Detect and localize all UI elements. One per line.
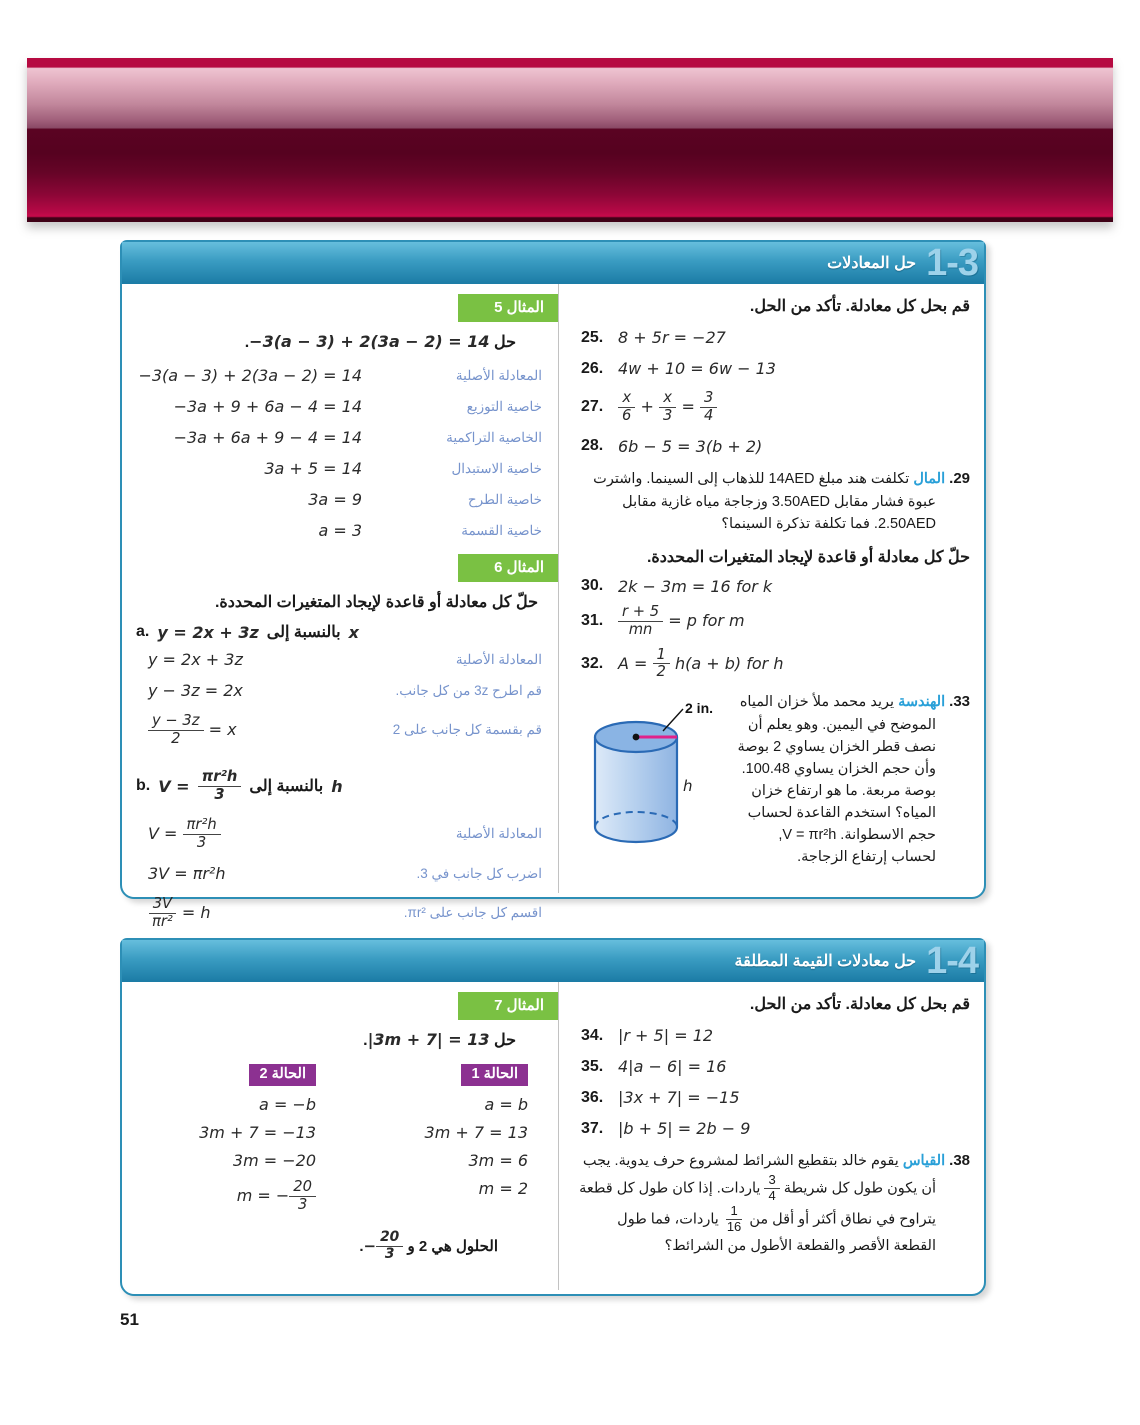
fraction-denominator: 6 (622, 406, 632, 424)
examples-column (122, 982, 559, 1290)
problem-text: ياردات. إذا كان طول كل قطعة يتراوح في نطاق أكثر أو أقل من (579, 1180, 936, 1227)
step-equation: y − 3z = 2x (148, 681, 243, 700)
section-1-3-panel (120, 240, 986, 930)
problem-number: 25. (581, 328, 604, 346)
problem-34 (581, 1026, 970, 1045)
exercises-column (561, 982, 984, 1290)
example-6-intro: حلّ كل معادلة أو قاعدة لإيجاد المتغيرات المحددة. (214, 594, 538, 611)
problem-text: تكلفت هند مبلغ 14AED للذهاب إلى السينما. واشترت عبوة فشار مقابل 3.50AED وزجاجة مياه غازية مقابل 2.50AED. فما تكلفة تذكرة السينما؟ (593, 470, 936, 532)
step-equation: −3a + 9 + 6a − 4 = 14 (173, 397, 362, 416)
fraction-numerator: πr²h (198, 769, 242, 787)
operator: + (640, 396, 654, 416)
problem-28 (581, 437, 970, 456)
problem-33 (577, 691, 970, 868)
fraction (183, 817, 221, 852)
example-5-label: المثال 5 (458, 294, 558, 322)
pointer-line (663, 709, 683, 731)
step-equation (132, 896, 384, 931)
section-1-4-header (122, 940, 984, 982)
problem-equation: |b + 5| = 2b − 9 (618, 1119, 751, 1138)
fraction-denominator: 3 (196, 833, 207, 851)
fraction-numerator: x (659, 390, 676, 408)
problem-32 (581, 647, 970, 682)
problem-equation: 8 + 5r = −27 (618, 328, 726, 347)
example-6b-heading (136, 764, 558, 808)
section-number: 1-4 (926, 940, 978, 982)
example-5-title (122, 322, 558, 352)
case-equation (148, 1179, 316, 1214)
fraction (618, 390, 635, 425)
problem-number: 36. (581, 1088, 604, 1106)
problem-equation: 6b − 5 = 3(b + 2) (618, 436, 763, 456)
example-6a-step (122, 644, 558, 675)
step-reason: اضرب كل جانب في 3. (416, 865, 542, 881)
problem-keyword: الهندسة (898, 694, 946, 711)
problem-number: 31. (581, 612, 604, 630)
example-7-title-equation: |3m + 7| = 13 (367, 1030, 490, 1049)
example-5-step (122, 484, 558, 515)
problem-equation: 4|a − 6| = 16 (618, 1057, 727, 1076)
page-number: 51 (120, 1310, 139, 1329)
cases-container (122, 1050, 558, 1214)
step-equation: 3V = πr²h (148, 864, 226, 883)
example-6b-step (122, 889, 558, 937)
problem-equation: |r + 5| = 12 (618, 1026, 714, 1045)
heading-variable: h (331, 776, 343, 796)
step-equation (132, 713, 384, 748)
step-reason: اقسم كل جانب على πr². (403, 905, 542, 920)
problem-equation (618, 647, 783, 682)
problem-27 (581, 390, 970, 425)
problem-text: يقوم خالد بتقطيع الشرائط لمشروع حرف يدوية. يجب أن يكون طول كل شريطة (582, 1153, 936, 1197)
heading-variable: x (348, 622, 359, 642)
fraction-numerator: r + 5 (618, 604, 663, 622)
example-7-title-post: . (363, 1032, 368, 1049)
fraction (764, 1173, 779, 1204)
problem-number: 27. (581, 398, 604, 416)
problem-number: 34. (581, 1026, 604, 1044)
problem-number: 28. (581, 437, 604, 455)
step-equation: −3(a − 3) + 2(3a − 2) = 14 (138, 366, 362, 385)
example-5-title-post: . (244, 334, 250, 351)
fraction-numerator: y − 3z (148, 713, 204, 731)
step-reason: قم اطرح 3z من كل جانب. (395, 682, 542, 698)
problem-number: 29. (949, 469, 970, 487)
fraction-numerator: 1 (653, 647, 670, 665)
problem-equation: 4w + 10 = 6w − 13 (618, 359, 776, 378)
fraction (148, 896, 177, 931)
fraction-denominator: 3 (297, 1195, 308, 1213)
step-reason: المعادلة الأصلية (455, 826, 542, 841)
example-6a-step (122, 706, 558, 754)
case-equation: 3m + 7 = −13 (199, 1123, 316, 1142)
fraction (198, 769, 242, 804)
equation-rhs: h(a + b) for h (675, 653, 784, 673)
solve-variables-intro: حلّ كل معادلة أو قاعدة لإيجاد المتغيرات المحددة. (646, 548, 970, 566)
radius-label: 2 in. (685, 700, 714, 717)
step-reason: المعادلة الأصلية (455, 651, 542, 667)
problem-26 (581, 359, 970, 378)
case-1-label: الحالة 1 (461, 1064, 528, 1086)
fraction-numerator: 3 (700, 390, 717, 408)
problem-number: 33. (949, 693, 970, 711)
problem-equation: |3x + 7| = −15 (618, 1088, 740, 1107)
solutions-period: . (359, 1237, 364, 1255)
step-reason: قم بقسمة كل جانب على 2 (392, 722, 542, 737)
fraction-denominator: mn (628, 620, 653, 638)
example-7-title (122, 1020, 558, 1050)
exercise-intro: قم بحل كل معادلة. تأكد من الحل. (749, 996, 970, 1013)
step-equation: a = 3 (318, 521, 362, 540)
solutions-line (122, 1214, 558, 1263)
example-5-title-equation: −3(a − 3) + 2(3a − 2) = 14 (249, 332, 490, 351)
fraction-denominator: 3 (384, 1245, 395, 1262)
fraction-numerator: 1 (726, 1204, 741, 1220)
step-equation: 3a + 5 = 14 (264, 459, 362, 478)
example-6b-step (122, 810, 558, 858)
step-reason: المعادلة الأصلية (455, 367, 542, 383)
problem-text: ياردات، فما طول القطعة الأقصر والقطعة الأطول من الشرائط؟ (617, 1210, 936, 1254)
heading-lhs: V = (158, 776, 190, 796)
section-title: حل المعادلات (827, 255, 917, 272)
case-equation: m = 2 (478, 1179, 528, 1198)
case-equation: a = b (484, 1095, 528, 1114)
example-6b-step (122, 858, 558, 889)
step-equation: y = 2x + 3z (148, 650, 243, 669)
problem-keyword: القياس (902, 1153, 946, 1169)
problem-number: 32. (581, 654, 604, 672)
step-reason: خاصية القسمة (461, 522, 542, 538)
fraction-denominator: 16 (726, 1218, 742, 1234)
fraction (618, 604, 663, 639)
fraction-denominator: 2 (171, 729, 181, 747)
center-dot (633, 734, 640, 741)
operator: = (681, 396, 695, 416)
example-7-title-pre: حل (489, 1032, 516, 1049)
step-reason: الخاصية التراكمية (446, 429, 542, 445)
example-5-step (122, 391, 558, 422)
fraction-denominator: 3 (214, 785, 225, 803)
fraction-denominator: πr² (152, 912, 173, 930)
section-1-3-header (122, 242, 984, 284)
problem-36 (581, 1088, 970, 1107)
fraction-denominator: 4 (768, 1187, 776, 1203)
case-2-label: الحالة 2 (249, 1064, 316, 1086)
fraction (700, 390, 717, 425)
problem-equation (618, 604, 745, 639)
minus-sign: − (363, 1236, 377, 1255)
example-5-title-pre: حل (489, 334, 516, 351)
problem-keyword: المال (913, 470, 946, 487)
fraction (723, 1204, 745, 1235)
example-7-label: المثال 7 (458, 992, 558, 1020)
equation-lhs: V = (148, 823, 178, 843)
section-title: حل معادلات القيمة المطلقة (734, 953, 917, 970)
equation-rhs: = p for m (668, 610, 745, 630)
heading-arabic: بالنسبة إلى (266, 624, 341, 641)
problem-number: 26. (581, 359, 604, 377)
problem-number: 30. (581, 577, 604, 595)
problem-30 (581, 577, 970, 596)
problem-equation (618, 390, 717, 425)
problem-37 (581, 1119, 970, 1138)
heading-equation: y = 2x + 3z (157, 622, 259, 642)
example-5-step (122, 422, 558, 453)
example-5-step (122, 515, 558, 546)
section-1-4-panel (120, 938, 986, 1296)
case-1-column (360, 1064, 528, 1214)
heading-arabic: بالنسبة إلى (249, 778, 324, 795)
cylinder-svg (577, 691, 727, 859)
examples-column (122, 284, 559, 930)
step-equation: −3a + 6a + 9 − 4 = 14 (173, 428, 362, 447)
solutions-fraction (363, 1228, 404, 1262)
fraction-numerator: 3 (764, 1173, 779, 1189)
step-reason: خاصية الاستبدال (451, 460, 542, 476)
case-equation: 3m + 7 = 13 (424, 1123, 528, 1142)
item-letter: a. (136, 623, 150, 640)
fraction-numerator: πr²h (183, 817, 221, 835)
fraction-numerator: x (618, 390, 635, 408)
fraction (653, 647, 670, 682)
exercise-intro: قم بحل كل معادلة. تأكد من الحل. (749, 298, 970, 315)
height-label: h (683, 777, 693, 796)
example-6a-step (122, 675, 558, 706)
fraction (659, 390, 676, 425)
equation-lhs: A = (618, 653, 648, 673)
problem-33-text (735, 691, 970, 868)
fraction-numerator: 20 (376, 1230, 403, 1247)
example-5-step (122, 453, 558, 484)
problem-text: يريد محمد ملأ خزان المياه الموضح في اليمين. وهو يعلم أن نصف قطر الخزان يساوي 2 بوصة وأن حجم الخزان يساوي 100.48. بوصة مربعة. ما هو ارتفاع خزان المياه؟ استخدم القاعدة لحساب حجم الاسطوانة. V = πr²h, لحساب إرتفاع الزجاجة. (737, 694, 936, 866)
problem-25 (581, 328, 970, 347)
fraction (289, 1179, 316, 1214)
fraction-denominator: 4 (703, 406, 714, 424)
problem-number: 38. (949, 1152, 970, 1169)
step-equation: 3a = 9 (308, 490, 362, 509)
problem-29 (577, 468, 970, 535)
problem-35 (581, 1057, 970, 1076)
step-equation (132, 817, 384, 852)
section-number: 1-3 (926, 242, 978, 284)
fraction (148, 713, 204, 748)
case-2-column (148, 1064, 316, 1214)
cylinder-figure (577, 691, 727, 868)
problem-31 (581, 604, 970, 639)
solutions-text: الحلول هي 2 و (403, 1237, 498, 1255)
top-banner (27, 58, 1113, 222)
fraction-denominator: 3 (662, 406, 673, 424)
step-reason: خاصية الطرح (467, 491, 542, 507)
example-6a-heading (136, 622, 558, 642)
step-reason: خاصية التوزيع (466, 398, 542, 414)
problem-equation: 2k − 3m = 16 for k (618, 576, 773, 596)
problem-number: 35. (581, 1057, 604, 1075)
problem-38 (577, 1150, 970, 1257)
item-letter: b. (136, 777, 151, 794)
equation-lhs: m = − (236, 1185, 290, 1205)
case-equation: a = −b (259, 1095, 316, 1114)
fraction (376, 1230, 403, 1263)
problem-number: 37. (581, 1119, 604, 1137)
case-equation: 3m = 6 (468, 1151, 528, 1170)
fraction-numerator: 20 (289, 1179, 316, 1197)
exercises-column (561, 284, 984, 893)
example-6-label: المثال 6 (458, 554, 558, 582)
fraction-numerator: 3V (149, 896, 176, 914)
fraction-denominator: 2 (656, 663, 666, 681)
equation-rhs: = x (208, 719, 237, 739)
equation-rhs: = h (181, 902, 211, 922)
case-equation: 3m = −20 (232, 1151, 316, 1170)
example-5-step (122, 360, 558, 391)
